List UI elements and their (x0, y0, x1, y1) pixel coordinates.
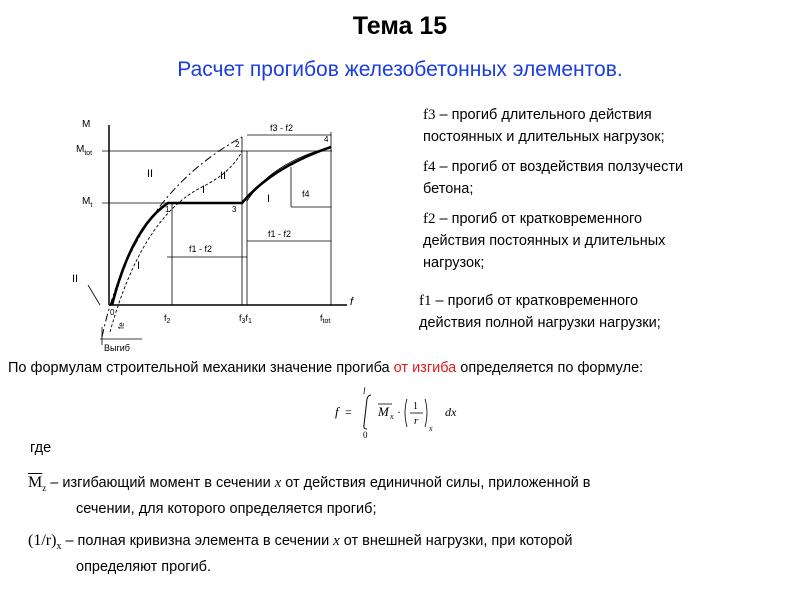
mz-definition: $\overline{M}_z$ – изгибающий момент в сечении х от действия единичной силы, приложенной в сечении, для которого определяется прогиб; (28, 474, 591, 517)
zero-label: 0 (110, 308, 115, 317)
label-I-right: I (267, 193, 271, 205)
svg-text:=: = (345, 405, 352, 419)
svg-text:r: r (414, 415, 419, 427)
dim-f1-f2-right: f1 - f2 (268, 229, 292, 239)
definition-f3: f3 – прогиб длительного действия постоянных и длительных нагрузок; (423, 107, 665, 145)
label-II-lower: II (72, 273, 79, 285)
curvature-definition: $(1/r)_x$ – полная кривизна элемента в сечении х от внешней нагрузки, при которой определяют прогиб. (28, 532, 573, 575)
svg-text:M: M (378, 404, 389, 419)
vygib-label: Выгиб (104, 343, 130, 353)
mt-label: $M_t$ (82, 196, 93, 209)
svg-text:0: 0 (363, 430, 368, 439)
f-e-label: fe (117, 322, 126, 329)
page-title: Тема 15 (352, 12, 448, 40)
mtot-label: $M_{tot}$ (76, 144, 93, 157)
point-2: 2 (235, 140, 240, 149)
formula-sentence: По формулам строительной механики значение прогиба от изгиба определяется по формуле: (8, 360, 644, 376)
point-4: 4 (324, 135, 329, 144)
dim-f4: f4 (302, 189, 310, 199)
curve-right (247, 147, 331, 201)
highlight-text: от изгиба (393, 360, 457, 376)
page-subtitle: Расчет прогибов железобетонных элементов. (177, 58, 623, 81)
svg-text:1: 1 (413, 401, 418, 412)
svg-text:x: x (429, 424, 433, 433)
definition-f1: f1 – прогиб от кратковременного действия полной нагрузки нагрузки; (419, 293, 661, 331)
label-II-top: II (147, 168, 154, 180)
svg-text:f: f (335, 404, 339, 419)
definition-f2: f2 – прогиб от кратковременного действия постоянных и длительных нагрузок; (423, 211, 666, 271)
curvature-symbol: (1/r) (28, 532, 57, 549)
deflection-formula (333, 385, 473, 439)
mz-symbol: $\overline{M}$ (28, 474, 43, 491)
svg-text:l: l (363, 386, 366, 396)
svg-text:·: · (397, 405, 401, 419)
definition-f4: f4 – прогиб от воздействия ползучести бетона; (423, 159, 684, 197)
ftot-label: $f_{tot}$ (320, 313, 331, 325)
point-3: 3 (232, 205, 237, 214)
y-axis-label: M (82, 119, 91, 130)
label-II-right: II (220, 170, 227, 182)
svg-text:x: x (390, 412, 394, 421)
dim-f1-f2-mid: f1 - f2 (189, 244, 213, 254)
label-I-lower: I (137, 260, 141, 272)
point-1: 1 (165, 205, 170, 214)
label-I-top: I (202, 184, 206, 196)
moment-deflection-diagram (62, 107, 362, 362)
where-label: где (30, 440, 52, 456)
svg-text:dx: dx (445, 405, 457, 419)
f2-label: $f_2$ (164, 313, 171, 325)
f3f1-label: $f_3f_1$ (239, 313, 252, 325)
x-axis-label: f (350, 296, 354, 308)
dim-f3-f2: f3 - f2 (270, 123, 294, 133)
